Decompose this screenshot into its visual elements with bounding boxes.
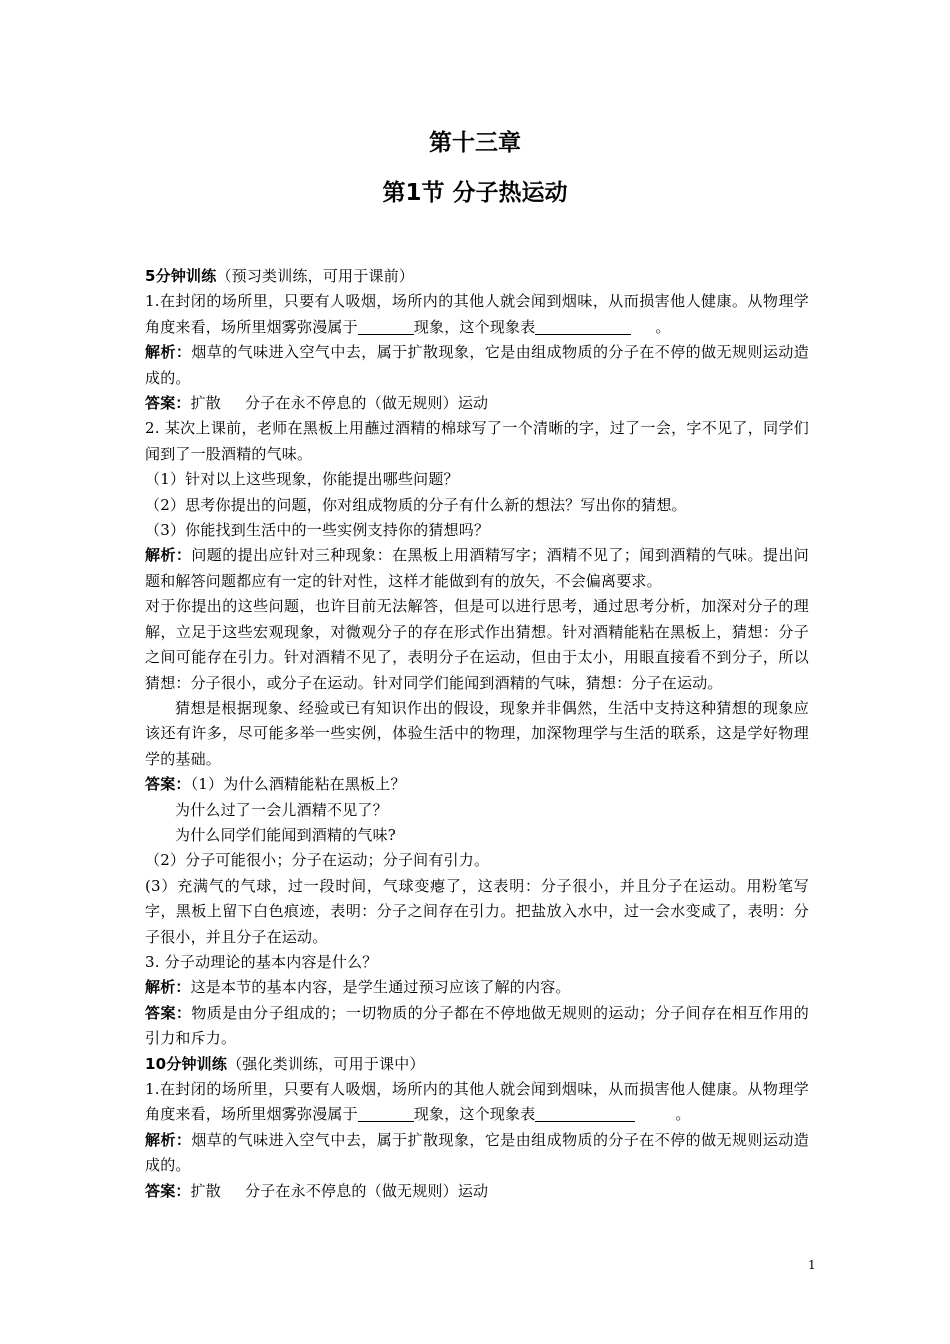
part1-q2-answer-2: （2）分子可能很小；分子在运动；分子间有引力。 bbox=[145, 851, 490, 870]
part1-q2-sub1: （1）针对以上这些现象，你能提出哪些问题？ bbox=[145, 470, 459, 489]
chapter-title: 第十三章 bbox=[429, 130, 521, 156]
part1-q2-analysis-2: 对于你提出的这些问题，也许目前无法解答，但是可以进行思考，通过思考分析，加深对分子的理解，立足于这些宏观现象，对微观分子的存在形式作出猜想。针对酒精能粘在黑板上，猜想：分子之间可能存在引力。针对酒精不见了，表明分子在运动，但由于太小，用眼直接看不到分子，所以猜想：分子很小，或分子在运动。针对同学们能闻到酒精的气味，猜想：分子在运动。 bbox=[145, 597, 809, 692]
part1-q1-answer: 答案：扩散 分子在永不停息的（做无规则）运动 bbox=[145, 394, 489, 413]
section-title: 第1节 分子热运动 bbox=[382, 180, 568, 206]
part1-q1-stem: 1.在封闭的场所里，只要有人吸烟，场所内的其他人就会闻到烟味，从而损害他人健康。从物理学角度来看，场所里烟雾弥漫属于 现象，这个现象表 。 bbox=[145, 292, 809, 336]
part1-q2-answer-1b: 为什么过了一会儿酒精不见了？ bbox=[175, 800, 388, 819]
part1-q2-answer-1c: 为什么同学们能闻到酒精的气味? bbox=[175, 825, 397, 844]
part2-subtitle: （强化类训练，可用于课中） bbox=[227, 1054, 425, 1073]
part1-subtitle: （预习类训练，可用于课前） bbox=[216, 267, 415, 285]
part2-heading bbox=[145, 1052, 809, 1077]
part1-q2-analysis: 解析：问题的提出应针对三种现象：在黑板上用酒精写字；酒精不见了；闻到酒精的气味。提出问题和解答问题都应有一定的针对性，这样才能做到有的放矢，不会偏离要求。 bbox=[145, 546, 809, 590]
part1-q2-answer: 答案：（1）为什么酒精能粘在黑板上？ bbox=[145, 775, 406, 794]
part1-q2-analysis-3: 猜想是根据现象、经验或已有知识作出的假设，现象并非偶然，生活中支持这种猜想的现象应该还有许多，尽可能多举一些实例，体验生活中的物理，加深物理学与生活的联系，这是学好物理学的基础。 bbox=[145, 698, 809, 768]
part2-q1-analysis: 解析：烟草的气味进入空气中去，属于扩散现象，它是由组成物质的分子在不停的做无规则运动造成的。 bbox=[145, 1130, 809, 1175]
part2-q1-stem: 1.在封闭的场所里，只要有人吸烟，场所内的其他人就会闻到烟味，从而损害他人健康。从物理学角度来看，场所里烟雾弥漫属于 现象，这个现象表 。 bbox=[145, 1080, 809, 1124]
part1-q1-analysis: 解析：烟草的气味进入空气中去，属于扩散现象，它是由组成物质的分子在不停的做无规则运动造成的。 bbox=[145, 343, 809, 387]
part1-q3-answer: 答案：物质是由分子组成的；一切物质的分子都在不停地做无规则的运动；分子间存在相互作用的引力和斥力。 bbox=[145, 1003, 809, 1048]
part1-q2-sub3: （3）你能找到生活中的一些实例支持你的猜想吗？ bbox=[145, 521, 490, 540]
part1-q3-stem: 3. 分子动理论的基本内容是什么？ bbox=[145, 952, 378, 971]
fill-blank bbox=[535, 318, 631, 335]
part2-q1-answer: 答案：扩散 分子在永不停息的（做无规则）运动 bbox=[145, 1181, 489, 1200]
part1-title: 5分钟训练 bbox=[145, 267, 217, 285]
part1-q2-sub2: （2）思考你提出的问题，你对组成物质的分子有什么新的想法？写出你的猜想。 bbox=[145, 495, 687, 514]
part1-q2-answer-3: (3）充满气的气球，过一段时间，气球变瘪了，这表明：分子很小，并且分子在运动。用粉笔写字，黑板上留下白色痕迹，表明：分子之间存在引力。把盐放入水中，过一会水变咸了，表明：分子很小，并且分子在运动。 bbox=[145, 876, 809, 946]
part2-title: 10分钟训练 bbox=[145, 1054, 228, 1073]
part1-q2-stem: 2. 某次上课前，老师在黑板上用蘸过酒精的棉球写了一个清晰的字，过了一会，字不见了，同学们闻到了一股酒精的气味。 bbox=[145, 419, 809, 463]
page-number: 1 bbox=[808, 1258, 816, 1272]
fill-blank bbox=[358, 1105, 414, 1122]
fill-blank bbox=[358, 318, 414, 335]
part1-q3-analysis: 解析：这是本节的基本内容，是学生通过预习应该了解的内容。 bbox=[145, 978, 571, 997]
document-body bbox=[145, 264, 809, 1204]
part1-heading bbox=[145, 264, 809, 289]
fill-blank bbox=[535, 1105, 635, 1122]
